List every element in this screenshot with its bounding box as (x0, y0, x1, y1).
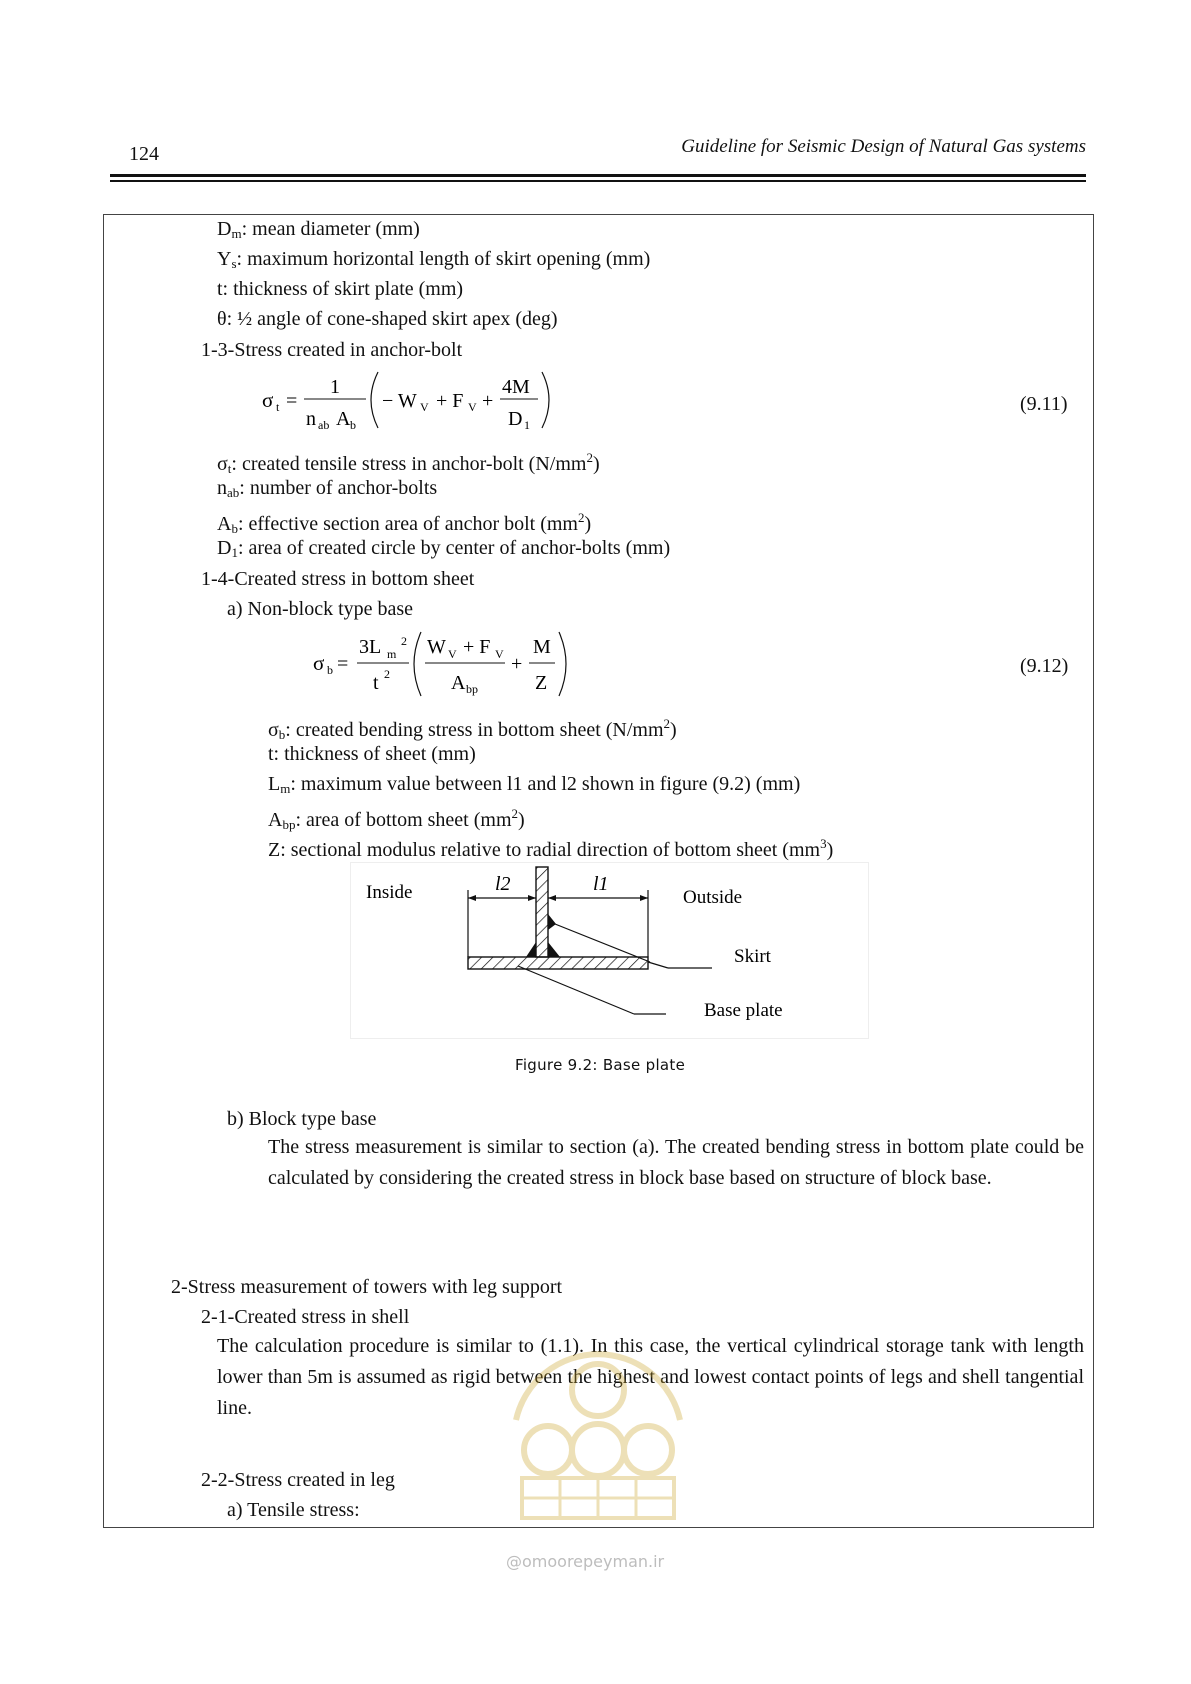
svg-text:σ: σ (313, 651, 325, 675)
def-t-sheet: t: thickness of sheet (mm) (268, 743, 476, 765)
svg-text:=: = (286, 390, 298, 412)
def-abp: $A_{bp}$: area of bottom sheet $(mm^2)$ (268, 806, 525, 832)
svg-text:Z: Z (535, 672, 548, 694)
svg-text:+ F: + F (463, 636, 491, 658)
svg-text:D: D (508, 408, 523, 430)
figure-caption: Figure 9.2: Base plate (515, 1056, 686, 1074)
def-ab: $A_b$: effective section area of anchor bolt $(mm^2)$ (217, 510, 592, 536)
heading-2: 2-Stress measurement of towers with leg support (171, 1276, 563, 1298)
def-nab: $n_{ab}$: number of anchor-bolts (217, 477, 438, 500)
heading-2-1: 2-1-Created stress in shell (201, 1306, 410, 1328)
svg-text:A: A (336, 408, 351, 430)
paragraph-shell-stress: The calculation procedure is similar to (1.1). In this case, the vertical cylindrical storage tank with length lower than 5m is assumed as rigid between the highest and lowest contact points of legs and shell tangential line. (217, 1335, 1084, 1419)
svg-text:=: = (337, 653, 349, 675)
svg-text:m: m (387, 647, 397, 661)
def-t: t: thickness of skirt plate (mm) (217, 278, 464, 300)
svg-text:l1: l1 (593, 873, 609, 895)
svg-text:t: t (373, 672, 379, 694)
def-ys: $Y_s$: maximum horizontal length of skirt opening (mm) (217, 248, 651, 271)
sub-heading-a-tensile: a) Tensile stress: (227, 1499, 360, 1521)
def-sigma-t: $\sigma_t$: created tensile stress in anchor-bolt $(N/mm^2)$ (217, 450, 600, 476)
equation-number-9-11: (9.11) (1020, 393, 1068, 415)
def-theta: θ: ½ angle of cone-shaped skirt apex (deg) (217, 308, 558, 330)
svg-text:− W: − W (382, 390, 417, 412)
heading-1-3: 1-3-Stress created in anchor-bolt (201, 339, 463, 361)
svg-text:1: 1 (524, 418, 530, 432)
heading-1-4: 1-4-Created stress in bottom sheet (201, 568, 475, 590)
svg-text:Outside: Outside (683, 887, 743, 908)
running-title: Guideline for Seismic Design of Natural Gas systems (681, 136, 1086, 157)
def-d1: $D_1$: area of created circle by center of anchor-bolts (mm) (217, 537, 671, 560)
svg-text:2: 2 (384, 667, 390, 681)
svg-text:+: + (511, 653, 523, 675)
equation-9-11 (250, 366, 570, 434)
svg-text:ab: ab (318, 418, 330, 432)
svg-text:Skirt: Skirt (734, 946, 771, 967)
svg-text:+: + (482, 390, 494, 412)
equation-number-9-12: (9.12) (1020, 655, 1069, 677)
svg-text:4M: 4M (502, 376, 530, 398)
def-z: Z: sectional modulus relative to radial direction of bottom sheet $(mm^3)$ (268, 836, 834, 861)
svg-text:b: b (350, 418, 356, 432)
svg-text:M: M (533, 636, 551, 658)
svg-text:1: 1 (330, 376, 340, 398)
svg-text:V: V (448, 647, 457, 661)
def-dm: $D_m$: mean diameter (mm) (217, 218, 420, 241)
sub-heading-b-block: b) Block type base (227, 1108, 377, 1130)
watermark-seal-logo (486, 1300, 710, 1540)
svg-text:bp: bp (466, 682, 478, 696)
svg-text:V: V (420, 400, 429, 414)
sub-heading-a-non-block: a) Non-block type base (227, 598, 414, 620)
svg-text:2: 2 (401, 634, 407, 648)
page-number: 124 (129, 143, 159, 165)
svg-text:Inside: Inside (366, 882, 413, 903)
svg-text:V: V (495, 647, 504, 661)
def-lm: $L_m$: maximum value between l1 and l2 shown in figure (9.2) (mm) (268, 773, 801, 796)
paragraph-block-base: The stress measurement is similar to section (a). The created bending stress in bottom plate could be calculated by considering the created stress in block base based on structure of block base. (268, 1136, 1084, 1189)
heading-2-2: 2-2-Stress created in leg (201, 1469, 395, 1491)
watermark-site-text: @omoorepeyman.ir (506, 1552, 665, 1571)
figure-base-plate (350, 862, 870, 1040)
svg-text:b: b (327, 663, 333, 677)
header-rule-thin (110, 180, 1086, 182)
def-sigma-b: $\sigma_b$: created bending stress in bottom sheet $(N/mm^2)$ (268, 716, 677, 742)
svg-text:W: W (427, 636, 446, 658)
svg-text:t: t (276, 400, 280, 414)
equation-9-12 (305, 628, 585, 700)
svg-text:A: A (451, 672, 466, 694)
svg-text:Base plate: Base plate (704, 1000, 783, 1021)
header-rule-thick (110, 174, 1086, 177)
svg-text:V: V (468, 400, 477, 414)
svg-text:3L: 3L (359, 636, 382, 658)
svg-text:+ F: + F (436, 390, 464, 412)
svg-text:n: n (306, 408, 316, 430)
svg-text:l2: l2 (495, 873, 511, 895)
svg-text:σ: σ (262, 388, 274, 412)
